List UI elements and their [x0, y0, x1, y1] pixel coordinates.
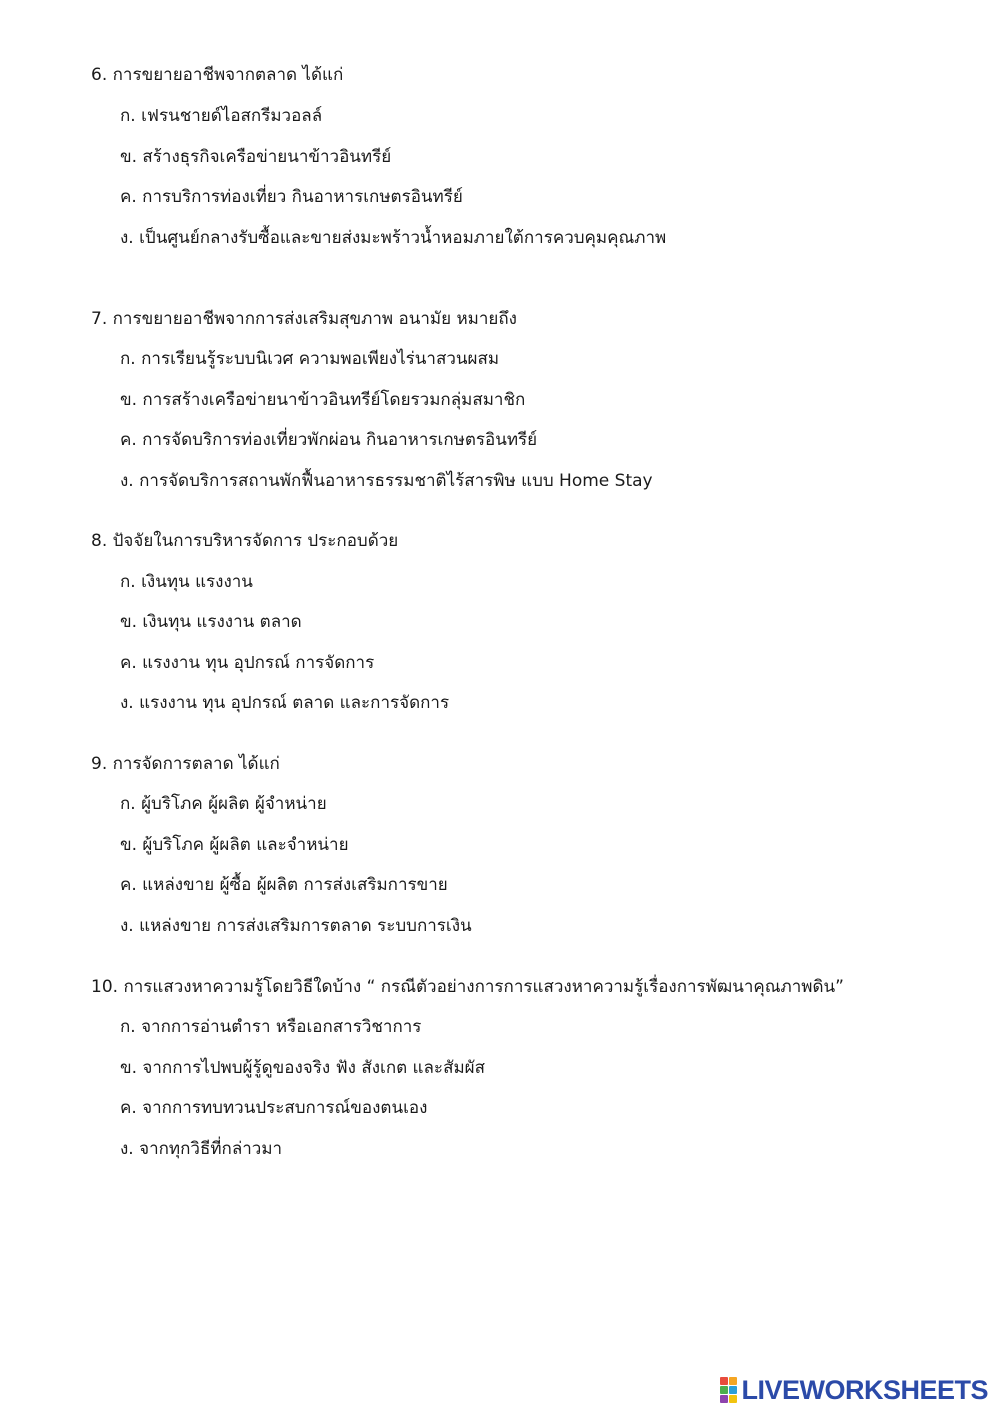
choice-option: ก. ผู้บริโภค ผู้ผลิต ผู้จำหน่าย	[120, 794, 327, 814]
choice-option: ข. สร้างธุรกิจเครือข่ายนาข้าวอินทรีย์	[120, 147, 392, 167]
question-text: 8. ปัจจัยในการบริหารจัดการ ประกอบด้วย	[91, 531, 399, 551]
choice-option: ค. แหล่งขาย ผู้ซื้อ ผู้ผลิต การส่งเสริมการขาย	[120, 875, 448, 895]
logo-mark-icon	[720, 1377, 737, 1403]
choice-option: ค. แรงงาน ทุน อุปกรณ์ การจัดการ	[120, 653, 375, 673]
choice-option: ข. จากการไปพบผู้รู้ดูของจริง ฟัง สังเกต และสัมผัส	[120, 1058, 485, 1078]
question-7	[91, 307, 971, 491]
choice-option: ง. แหล่งขาย การส่งเสริมการตลาด ระบบการเงิน	[120, 916, 472, 936]
choice-option: ง. เป็นศูนย์กลางรับซื้อและขายส่งมะพร้าวน้ำหอมภายใต้การควบคุมคุณภาพ	[120, 228, 667, 248]
question-9	[91, 752, 971, 936]
choice-option: ค. จากการทบทวนประสบการณ์ของตนเอง	[120, 1098, 428, 1118]
choice-option: ข. ผู้บริโภค ผู้ผลิต และจำหน่าย	[120, 835, 349, 855]
choice-option: ค. การบริการท่องเที่ยว กินอาหารเกษตรอินทรีย์	[120, 187, 463, 207]
logo-text: LIVEWORKSHEETS	[741, 1374, 988, 1405]
choice-option: ง. จากทุกวิธีที่กล่าวมา	[120, 1139, 283, 1159]
question-10	[91, 975, 971, 1159]
question-text: 7. การขยายอาชีพจากการส่งเสริมสุขภาพ อนามัย หมายถึง	[91, 309, 517, 329]
choice-option: ก. จากการอ่านตำรา หรือเอกสารวิชาการ	[120, 1017, 422, 1037]
choice-option: ข. เงินทุน แรงงาน ตลาด	[120, 612, 302, 632]
question-text: 6. การขยายอาชีพจากตลาด ได้แก่	[91, 65, 344, 85]
liveworksheets-logo	[720, 1375, 988, 1405]
choice-option: ค. การจัดบริการท่องเที่ยวพักผ่อน กินอาหารเกษตรอินทรีย์	[120, 430, 538, 450]
choice-option: ง. การจัดบริการสถานพักฟื้นอาหารธรรมชาติไร้สารพิษ แบบ Home Stay	[120, 471, 653, 491]
choice-option: ก. เฟรนชายด์ไอสกรีมวอลล์	[120, 106, 323, 126]
question-text: 9. การจัดการตลาด ได้แก่	[91, 754, 280, 774]
choice-option: ข. การสร้างเครือข่ายนาข้าวอินทรีย์โดยรวมกลุ่มสมาชิก	[120, 390, 526, 410]
choice-option: ง. แรงงาน ทุน อุปกรณ์ ตลาด และการจัดการ	[120, 693, 450, 713]
choice-option: ก. การเรียนรู้ระบบนิเวศ ความพอเพียงไร่นาสวนผสม	[120, 349, 500, 369]
question-6	[91, 63, 971, 248]
question-8	[91, 529, 971, 713]
choice-option: ก. เงินทุน แรงงาน	[120, 572, 253, 592]
question-text: 10. การแสวงหาความรู้โดยวิธีใดบ้าง “ กรณีตัวอย่างการการแสวงหาความรู้เรื่องการพัฒนาคุณภาพดิน”	[91, 977, 844, 997]
